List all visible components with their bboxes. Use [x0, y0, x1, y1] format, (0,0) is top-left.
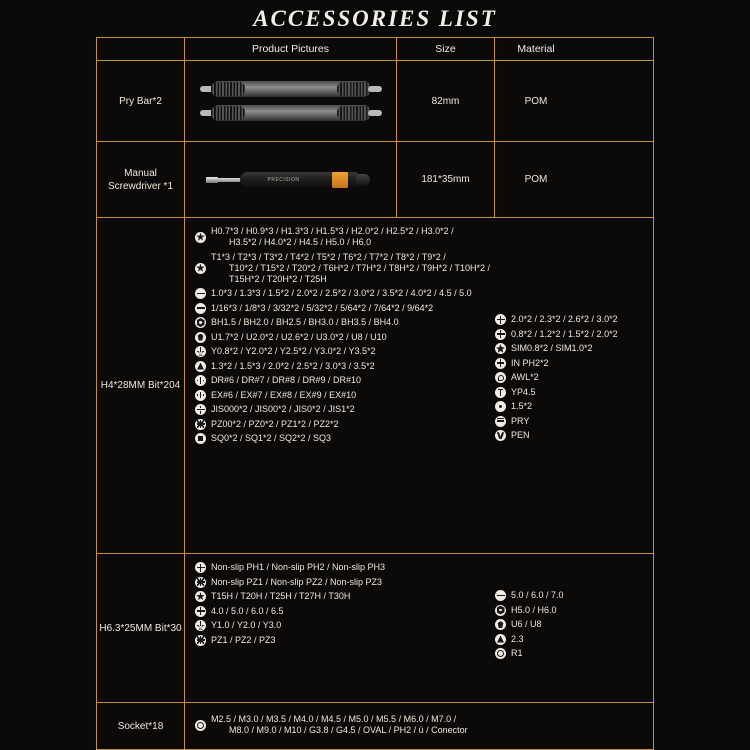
list-item: Non-slip PH1 / Non-slip PH2 / Non-slip PH3: [195, 562, 495, 573]
jis-cross-icon: [195, 404, 206, 415]
list-item: PZ1 / PZ2 / PZ3: [195, 635, 495, 646]
tri-wing-icon: [195, 620, 206, 631]
phillips-cross-icon: [195, 562, 206, 573]
list-item: IN PH2*2: [495, 358, 647, 369]
list-item: R1: [495, 648, 647, 659]
list-item: 1/16*3 / 1/8*3 / 3/32*2 / 5/32*2 / 5/64*2 / 7/64*2 / 9/64*2: [195, 303, 495, 314]
torx-star-icon: [195, 263, 206, 274]
list-item: M2.5 / M3.0 / M3.5 / M4.0 / M4.5 / M5.0 / M5.5 / M6.0 / M7.0 / M8.0 / M9.0 / M10 / G3.8 / G4.5 / OVAL / PH2 / ü / Conector: [195, 714, 468, 736]
list-item: Y0.8*2 / Y2.0*2 / Y2.5*2 / Y3.0*2 / Y3.5*2: [195, 346, 495, 357]
torx-star-icon: [195, 591, 206, 602]
socket-icon: [195, 720, 206, 731]
phillips-cross-icon: [195, 606, 206, 617]
list-item: SIM0.8*2 / SIM1.0*2: [495, 343, 647, 354]
pozi-icon: [195, 419, 206, 430]
table-row-h63-bits: [97, 554, 653, 703]
list-item: U1.7*2 / U2.0*2 / U2.6*2 / U3.0*2 / U8 / U10: [195, 332, 495, 343]
tri-wing-icon: [195, 346, 206, 357]
list-item: JIS000*2 / JIS00*2 / JIS0*2 / JIS1*2: [195, 404, 495, 415]
pry-bar-graphic-1: [211, 81, 371, 97]
list-item: 0.8*2 / 1.2*2 / 1.5*2 / 2.0*2: [495, 329, 647, 340]
torx-star-icon: [195, 232, 206, 243]
list-item: PZ00*2 / PZ0*2 / PZ1*2 / PZ2*2: [195, 419, 495, 430]
list-item: U6 / U8: [495, 619, 647, 630]
list-item: Non-slip PZ1 / Non-slip PZ2 / Non-slip PZ3: [195, 577, 495, 588]
list-item: 1.0*3 / 1.3*3 / 1.5*2 / 2.0*2 / 2.5*2 / 3.0*2 / 3.5*2 / 4.0*2 / 4.5 / 5.0: [195, 288, 495, 299]
header-cell-material: Material: [517, 43, 555, 55]
list-item: T15H / T20H / T25H / T27H / T30H: [195, 591, 495, 602]
flat-slot-icon: [195, 288, 206, 299]
row-size-pry-bar: 82mm: [397, 61, 495, 141]
list-item: 2.3: [495, 634, 647, 645]
hex-hole-icon: [195, 317, 206, 328]
list-item: H0.7*3 / H0.9*3 / H1.3*3 / H1.5*3 / H2.0*2 / H2.5*2 / H3.0*2 / H3.5*2 / H4.0*2 / H4.5 / H5.0 / H6.0: [195, 226, 495, 248]
list-item: 1.3*2 / 1.5*3 / 2.0*2 / 2.5*2 / 3.0*3 / 3.5*2: [195, 361, 495, 372]
list-item: 5.0 / 6.0 / 7.0: [495, 590, 647, 601]
row-material-pry-bar: POM: [524, 95, 548, 107]
square-icon: [195, 433, 206, 444]
page-title: ACCESSORIES LIST: [253, 6, 497, 31]
table-header-row: [97, 38, 653, 61]
row-size-screwdriver: 181*35mm: [397, 142, 495, 217]
table-row-socket: [97, 703, 653, 749]
list-item: 2.0*2 / 2.3*2 / 2.6*2 / 3.0*2: [495, 314, 647, 325]
header-cell-size: Size: [397, 38, 495, 60]
row-name-pry-bar: Pry Bar*2: [97, 61, 185, 141]
list-item: BH1.5 / BH2.0 / BH2.5 / BH3.0 / BH3.5 / BH4.0: [195, 317, 495, 328]
ring-icon: [495, 648, 506, 659]
list-item: EX#6 / EX#7 / EX#8 / EX#9 / EX#10: [195, 390, 495, 401]
hex-hole-icon: [495, 605, 506, 616]
pry-bar-graphic-2: [211, 105, 371, 121]
flat-slot-icon: [195, 303, 206, 314]
row-name-h4-bits: H4*28MM Bit*204: [97, 218, 185, 553]
list-item: H5.0 / H6.0: [495, 605, 647, 616]
list-item: SQ0*2 / SQ1*2 / SQ2*2 / SQ3: [195, 433, 495, 444]
screwdriver-graphic: PRECISION: [206, 170, 376, 190]
row-material-screwdriver: POM: [524, 174, 548, 185]
table-row-h4-bits: [97, 218, 653, 554]
header-cell-blank: [97, 38, 185, 60]
table-row-pry-bar: [97, 61, 653, 142]
pozi-icon: [195, 577, 206, 588]
list-item: AWL*2: [495, 372, 647, 383]
list-item: YP4.5: [495, 387, 647, 398]
h63-bit-list: [185, 554, 653, 702]
awl-icon: [495, 372, 506, 383]
list-item: 1.5*2: [495, 401, 647, 412]
pentalobe-icon: [195, 332, 206, 343]
header-cell-pictures: Product Pictures: [185, 38, 397, 60]
pozi-icon: [195, 635, 206, 646]
spanner-icon: [195, 390, 206, 401]
list-item: 4.0 / 5.0 / 6.0 / 6.5: [195, 606, 495, 617]
pry-icon: [495, 416, 506, 427]
triangle-icon: [495, 634, 506, 645]
table-row-screwdriver: [97, 142, 653, 218]
pry-bar-image: [185, 61, 397, 141]
dot-icon: [495, 401, 506, 412]
yp-icon: [495, 387, 506, 398]
row-name-screwdriver: Manual Screwdriver *1: [97, 142, 185, 217]
socket-list: [185, 703, 653, 749]
list-item: Y1.0 / Y2.0 / Y3.0: [195, 620, 495, 631]
triangle-icon: [195, 361, 206, 372]
list-item: DR#6 / DR#7 / DR#8 / DR#9 / DR#10: [195, 375, 495, 386]
phillips-cross-icon: [495, 314, 506, 325]
accessories-table: [96, 37, 654, 750]
row-name-h63-bits: H6.3*25MM Bit*30: [97, 554, 185, 702]
row-name-socket: Socket*18: [97, 703, 185, 749]
inner-phillips-icon: [495, 358, 506, 369]
list-item: T1*3 / T2*3 / T3*2 / T4*2 / T5*2 / T6*2 / T7*2 / T8*2 / T9*2 / T10*2 / T15*2 / T20*2 / T6H*2 / T7H*2 / T8H*2 / T9H*2 / T10H*2 / T15H*2 / T20H*2 / T25H: [195, 252, 495, 285]
sim-star-icon: [495, 343, 506, 354]
pentalobe-icon: [495, 619, 506, 630]
phillips-cross-icon: [495, 329, 506, 340]
pen-icon: [495, 430, 506, 441]
h4-bit-list: [185, 218, 653, 553]
screwdriver-image: [185, 142, 397, 217]
list-item: PRY: [495, 416, 647, 427]
list-item: PEN: [495, 430, 647, 441]
spanner-icon: [195, 375, 206, 386]
flat-slot-icon: [495, 590, 506, 601]
